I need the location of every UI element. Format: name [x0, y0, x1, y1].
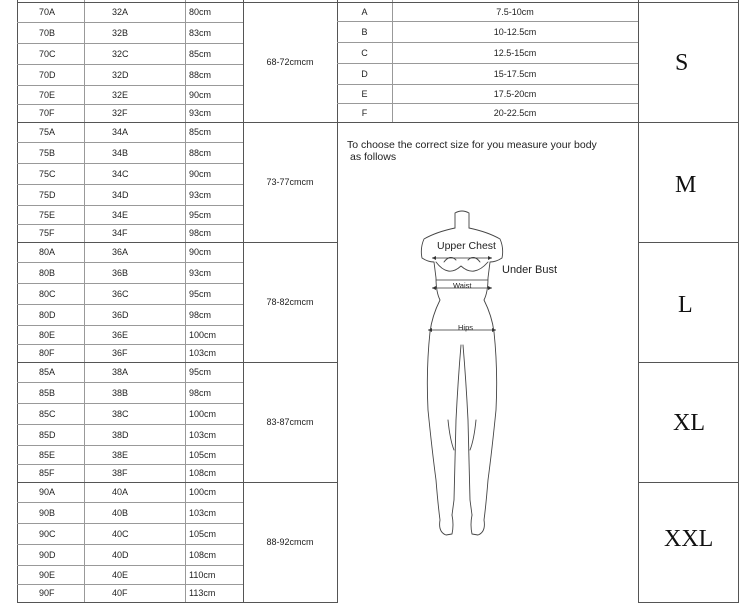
bust-cell: 110cm: [189, 569, 216, 580]
group-line: [638, 482, 738, 483]
row-line: [17, 544, 243, 545]
bust-cell: 103cm: [189, 507, 217, 518]
cup-band-cell: 38C: [112, 408, 129, 419]
band-cell: 85B: [39, 387, 56, 398]
band-cell: 90E: [39, 569, 56, 580]
cup-letter-cell: D: [361, 68, 368, 79]
grid-line-left: [17, 0, 18, 603]
row-line: [17, 382, 243, 383]
bust-cell: 95cm: [189, 367, 212, 377]
cup-difference-cell: 12.5-15cm: [493, 47, 537, 58]
row-line: [17, 224, 243, 225]
row-line: [17, 205, 243, 206]
row-line: [17, 85, 243, 86]
cup-letter-cell: A: [361, 6, 368, 17]
bust-cell: 98cm: [189, 309, 212, 320]
bust-cell: 90cm: [189, 247, 212, 257]
cup-band-cell: 34C: [112, 168, 129, 179]
row-line: [17, 502, 243, 503]
cup-top-line: [337, 2, 638, 3]
cup-band-cell: 38B: [112, 387, 129, 398]
bust-cell: 93cm: [189, 108, 212, 118]
size-label-m: M: [675, 172, 697, 198]
cup-band-cell: 34A: [112, 127, 129, 137]
bust-cell: 90cm: [189, 168, 212, 179]
band-cell: 75A: [39, 127, 56, 137]
row-line: [17, 283, 243, 284]
band-cell: 70E: [39, 89, 56, 100]
size-label-xxl: XXL: [664, 526, 714, 552]
cup-band-cell: 34E: [112, 209, 129, 220]
cup-row-line: [337, 42, 638, 43]
band-cell: 70F: [39, 108, 55, 118]
underbust-range-cell: 73-77cmcm: [266, 177, 314, 187]
cup-band-cell: 36B: [112, 267, 129, 278]
band-cell: 80E: [39, 329, 56, 340]
bust-cell: 103cm: [189, 348, 217, 358]
bust-cell: 100cm: [189, 329, 217, 340]
row-line: [17, 424, 243, 425]
grid-line-col: [84, 0, 85, 603]
cup-row-line: [337, 122, 638, 123]
cup-band-cell: 40F: [112, 588, 128, 598]
cup-band-cell: 32F: [112, 108, 128, 118]
band-cell: 70A: [39, 7, 56, 17]
band-cell: 90B: [39, 507, 56, 518]
band-cell: 70B: [39, 27, 56, 38]
row-line: [17, 184, 243, 185]
band-cell: 85A: [39, 367, 56, 377]
group-line: [17, 482, 337, 483]
bust-cell: 85cm: [189, 127, 212, 137]
bust-cell: 93cm: [189, 267, 212, 278]
cup-band-cell: 40D: [112, 549, 129, 560]
bust-cell: 88cm: [189, 69, 212, 80]
band-cell: 85C: [39, 408, 56, 419]
cup-band-cell: 40B: [112, 507, 129, 518]
row-line: [17, 104, 243, 105]
bust-cell: 100cm: [189, 487, 217, 497]
cup-difference-cell: 10-12.5cm: [493, 26, 537, 37]
bust-cell: 95cm: [189, 288, 212, 299]
band-cell: 80A: [39, 247, 56, 257]
band-cell: 75E: [39, 209, 56, 220]
size-label-xl: XL: [673, 410, 705, 436]
measure-instructions: [347, 139, 597, 163]
group-line: [17, 2, 337, 3]
cup-band-cell: 36F: [112, 348, 128, 358]
row-line: [17, 64, 243, 65]
row-line: [17, 262, 243, 263]
bust-cell: 80cm: [189, 7, 212, 17]
cup-difference-cell: 15-17.5cm: [493, 68, 537, 79]
cup-band-cell: 36C: [112, 288, 129, 299]
instruction-line-1: To choose the correct size for you measure your body: [347, 139, 597, 151]
hips-label: Hips: [458, 323, 474, 332]
cup-band-cell: 36E: [112, 329, 129, 340]
bust-cell: 85cm: [189, 48, 212, 59]
bust-cell: 105cm: [189, 528, 217, 539]
size-label-l: L: [678, 292, 693, 318]
bust-cell: 95cm: [189, 209, 212, 220]
cup-band-cell: 34F: [112, 228, 128, 238]
row-line: [17, 584, 243, 585]
band-cell: 75F: [39, 228, 55, 238]
band-cell: 75B: [39, 147, 56, 158]
underbust-range-cell: 78-82cmcm: [266, 297, 314, 307]
cup-band-cell: 36A: [112, 247, 129, 257]
band-cell: 85D: [39, 429, 56, 440]
bust-cell: 98cm: [189, 387, 212, 398]
bust-cell: 105cm: [189, 449, 217, 460]
band-cell: 70C: [39, 48, 56, 59]
cup-band-cell: 40C: [112, 528, 129, 539]
cup-band-cell: 32C: [112, 48, 129, 59]
grid-line-right: [738, 0, 739, 603]
band-cell: 80D: [39, 309, 56, 320]
row-line: [17, 22, 243, 23]
upper-chest-label: Upper Chest: [437, 240, 496, 252]
cup-band-cell: 38F: [112, 468, 128, 478]
cup-difference-cell: 7.5-10cm: [496, 6, 534, 17]
band-cell: 90A: [39, 487, 56, 497]
cup-row-line: [337, 84, 638, 85]
band-cell: 85E: [39, 449, 56, 460]
band-cell: 70D: [39, 69, 56, 80]
bust-cell: 108cm: [189, 549, 217, 560]
row-line: [17, 344, 243, 345]
grid-line-col: [185, 0, 186, 603]
cup-band-cell: 38E: [112, 449, 129, 460]
under-bust-label: Under Bust: [502, 264, 558, 276]
cup-band-cell: 36D: [112, 309, 129, 320]
cup-row-line: [337, 63, 638, 64]
band-cell: 85F: [39, 468, 55, 478]
size-label-s: S: [675, 50, 689, 76]
cup-row-line: [337, 21, 638, 22]
band-cell: 80F: [39, 348, 55, 358]
group-line: [638, 362, 738, 363]
cup-band-cell: 32A: [112, 7, 129, 17]
row-line: [17, 403, 243, 404]
band-cell: 90D: [39, 549, 56, 560]
group-line: [638, 242, 738, 243]
band-cell: 75C: [39, 168, 56, 179]
band-cell: 75D: [39, 189, 56, 200]
cup-band-cell: 40A: [112, 487, 129, 497]
band-cell: 80B: [39, 267, 56, 278]
cup-difference-cell: 20-22.5cm: [493, 107, 537, 118]
cup-difference-cell: 17.5-20cm: [493, 88, 537, 99]
row-line: [17, 325, 243, 326]
row-line: [17, 163, 243, 164]
bust-cell: 100cm: [189, 408, 217, 419]
row-line: [17, 523, 243, 524]
cup-letter-cell: C: [361, 47, 368, 58]
grid-line-col: [638, 0, 639, 603]
bust-cell: 98cm: [189, 228, 212, 238]
cup-band-cell: 32B: [112, 27, 129, 38]
cup-letter-cell: E: [361, 88, 368, 99]
group-line: [17, 362, 337, 363]
group-line: [17, 122, 337, 123]
bust-cell: 83cm: [189, 27, 212, 38]
bust-cell: 88cm: [189, 147, 212, 158]
bust-cell: 113cm: [189, 588, 216, 598]
cup-letter-cell: F: [361, 107, 368, 118]
cup-band-cell: 38A: [112, 367, 129, 377]
row-line: [17, 565, 243, 566]
underbust-range-cell: 68-72cmcm: [266, 57, 314, 67]
band-cell: 90F: [39, 588, 55, 598]
group-line: [638, 2, 738, 3]
row-line: [17, 43, 243, 44]
group-line: [638, 122, 738, 123]
band-cell: 90C: [39, 528, 56, 539]
instruction-line-2: as follows: [350, 151, 397, 163]
bust-cell: 90cm: [189, 89, 212, 100]
band-cell: 80C: [39, 288, 56, 299]
row-line: [17, 142, 243, 143]
bust-cell: 93cm: [189, 189, 212, 200]
cup-band-cell: 32E: [112, 89, 129, 100]
cup-band-cell: 40E: [112, 569, 129, 580]
cup-band-cell: 34D: [112, 189, 129, 200]
row-line: [17, 304, 243, 305]
bust-cell: 108cm: [189, 468, 217, 478]
bust-cell: 103cm: [189, 429, 217, 440]
underbust-range-cell: 83-87cmcm: [266, 417, 314, 427]
underbust-range-cell: 88-92cmcm: [266, 537, 314, 547]
group-line: [17, 242, 337, 243]
row-line: [17, 445, 243, 446]
cup-band-cell: 32D: [112, 69, 129, 80]
waist-label: Waist: [453, 281, 472, 290]
row-line: [17, 464, 243, 465]
cup-band-cell: 34B: [112, 147, 129, 158]
cup-row-line: [337, 103, 638, 104]
cup-letter-cell: B: [361, 26, 368, 37]
cup-band-cell: 38D: [112, 429, 129, 440]
